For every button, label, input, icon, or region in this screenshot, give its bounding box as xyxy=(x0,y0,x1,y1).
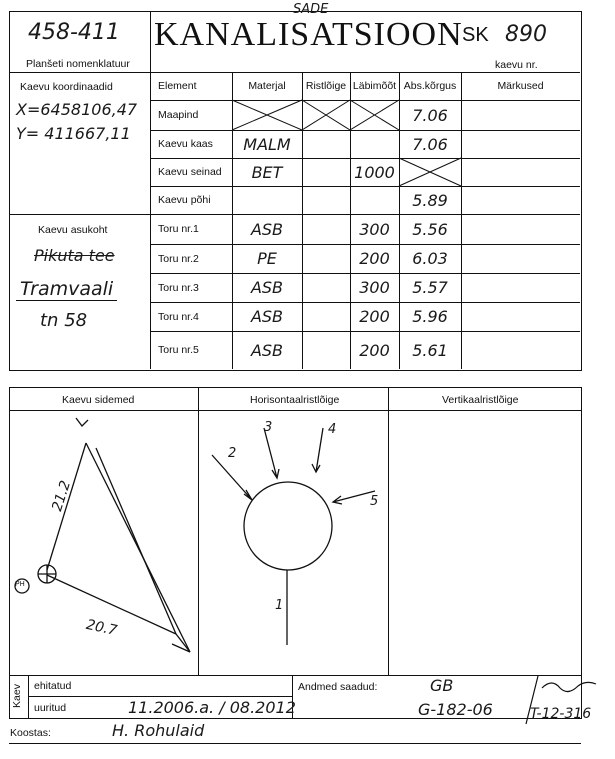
pipe-4-line xyxy=(312,428,323,472)
table-header-cell: Ristlõige xyxy=(305,80,347,92)
sketch-title-vertical: Vertikaalristlõige xyxy=(442,394,519,406)
table-cell: MALM xyxy=(243,134,291,154)
built-label: ehitatud xyxy=(34,680,72,692)
table-row-label: Kaevu põhi xyxy=(158,194,211,206)
sketch-title-horizontal: Horisontaalristlõige xyxy=(250,394,340,406)
table-cell: 200 xyxy=(359,307,390,326)
distance-2: 20.7 xyxy=(84,616,119,640)
table-row-label: Kaevu seinad xyxy=(158,166,222,178)
table-cell: 5.57 xyxy=(412,278,448,297)
table-cell: 5.89 xyxy=(412,190,448,210)
table-header-cell: Materjal xyxy=(248,80,286,92)
measured-label: uuritud xyxy=(34,702,67,714)
location-line1: Pikuta tee xyxy=(34,246,115,265)
data-from-line1: GB xyxy=(430,676,454,695)
pipe-1-label: 1 xyxy=(275,598,284,613)
pipe-4-label: 4 xyxy=(328,422,337,437)
location-line2: Tramvaali xyxy=(16,278,117,301)
table-cell: 5.96 xyxy=(412,307,448,326)
coord-x-value: X=6458106,47 xyxy=(16,100,138,119)
measured-dates: 11.2006.a. / 08.2012 xyxy=(128,698,296,717)
data-from-label: Andmed saadud: xyxy=(298,681,378,693)
well-no-label: kaevu nr. xyxy=(495,59,538,71)
distance-1: 21.2 xyxy=(49,478,75,514)
table-cell: 7.06 xyxy=(412,134,448,154)
title-annotation: SADE xyxy=(293,2,329,17)
table-cell: 300 xyxy=(359,278,390,297)
building-edge-inner xyxy=(96,448,176,634)
page-title: KANALISATSIOON xyxy=(154,16,463,53)
sheet-label: Planšeti nomenklatuur xyxy=(26,58,130,70)
data-from-line2: G-182-06 xyxy=(418,700,493,719)
pipe-3-line xyxy=(264,428,279,478)
table-cell: PE xyxy=(257,249,277,268)
footer-vertical-label: Kaev xyxy=(10,684,23,708)
table-header-cell: Läbimõõt xyxy=(352,80,397,92)
well-id-prefix: SK xyxy=(462,24,489,46)
table-cell: 300 xyxy=(359,219,390,239)
pipe-2-label: 2 xyxy=(228,446,237,461)
pipe-2-line xyxy=(212,455,252,500)
footer-bottom-rule xyxy=(9,743,581,744)
table-cell: 5.61 xyxy=(412,340,448,360)
table-cell: BET xyxy=(251,162,283,182)
table-row-label: Toru nr.1 xyxy=(158,223,199,235)
table-row-label: Toru nr.3 xyxy=(158,281,199,294)
table-cell: 200 xyxy=(359,340,390,360)
table-cell: 5.56 xyxy=(412,219,448,239)
pipe-5-label: 5 xyxy=(370,494,379,509)
sheet-number: 458-411 xyxy=(28,20,120,45)
location-line3: tn 58 xyxy=(40,310,88,331)
table-cell: 6.03 xyxy=(412,249,448,268)
well-id-number: 890 xyxy=(505,22,547,47)
table-header-cell: Element xyxy=(158,80,197,92)
table-row-label: Toru nr.2 xyxy=(158,252,199,265)
table-row-label: Toru nr.5 xyxy=(158,344,199,356)
pipe-3-label: 3 xyxy=(264,420,273,435)
table-header-cell: Märkused xyxy=(497,80,544,92)
table-header-cell: Abs.kõrgus xyxy=(403,80,457,92)
signature-mark xyxy=(508,668,608,728)
well-cross-section xyxy=(244,482,332,570)
building-corner xyxy=(172,634,190,652)
compiled-label: Koostas: xyxy=(10,727,51,739)
coords-label: Kaevu koordinaadid xyxy=(20,81,113,93)
table-row-label: Kaevu kaas xyxy=(158,138,213,150)
table-cell: 200 xyxy=(359,249,390,268)
sketch-title-links: Kaevu sidemed xyxy=(62,394,135,406)
signature-ref: T-12-316 xyxy=(530,706,592,722)
table-cell: 1000 xyxy=(354,162,395,182)
compiled-by: H. Rohulaid xyxy=(112,721,205,740)
pipe-5-line xyxy=(333,491,375,504)
reference-mark xyxy=(76,418,88,426)
table-cell: 7.06 xyxy=(412,105,448,125)
table-row-label: Maapind xyxy=(158,109,199,121)
table-cell: ASB xyxy=(250,219,284,239)
location-label: Kaevu asukoht xyxy=(38,224,108,236)
footer-row-divider xyxy=(28,696,292,697)
table-cell: ASB xyxy=(250,278,284,297)
table-row-label: Toru nr.4 xyxy=(158,310,199,323)
table-cell: ASB xyxy=(250,307,284,326)
coord-y-value: Y= 411667,11 xyxy=(16,124,131,143)
hydrant-marker-label: PH xyxy=(15,581,25,588)
table-cell: ASB xyxy=(250,340,284,360)
